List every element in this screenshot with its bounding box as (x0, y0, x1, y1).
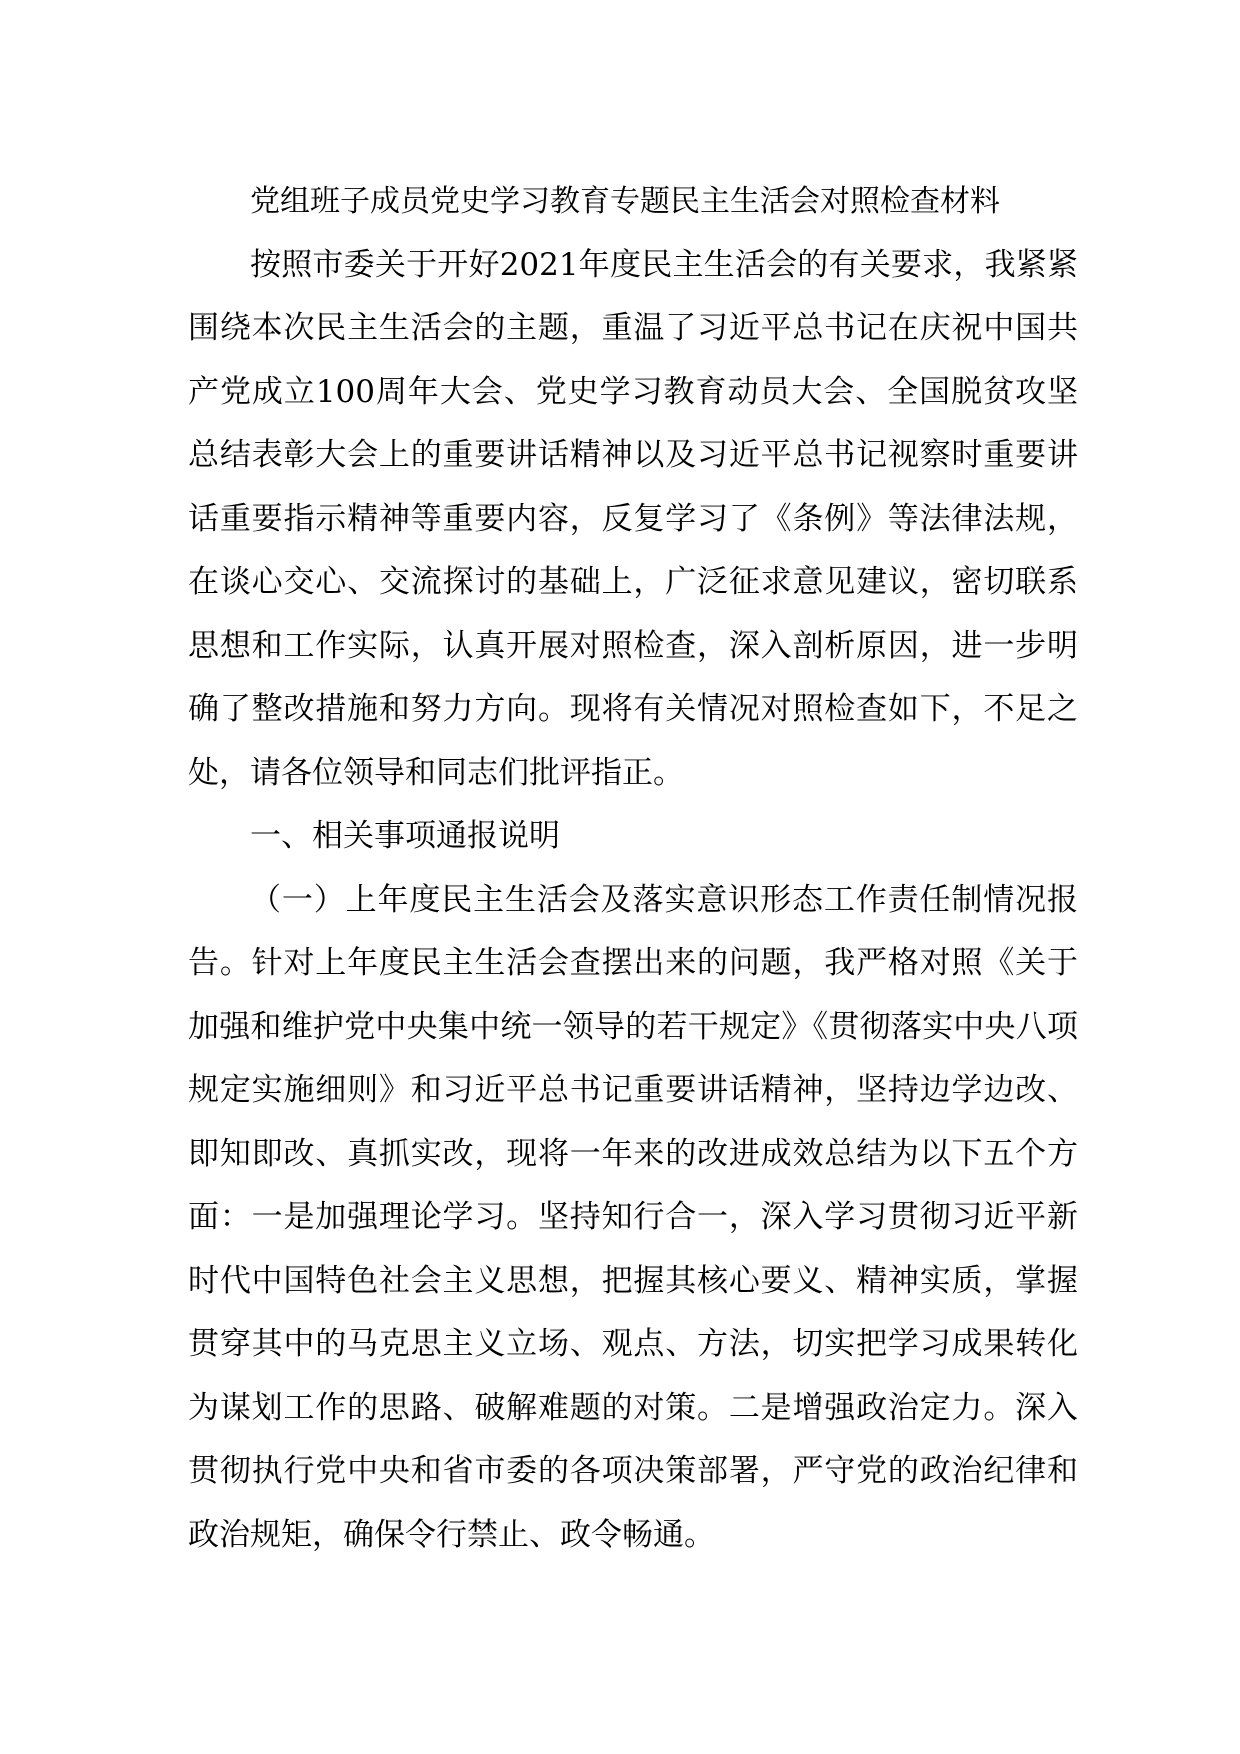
intro-paragraph: 按照市委关于开好2021年度民主生活会的有关要求，我紧紧围绕本次民主生活会的主题，重温了习近平总书记在庆祝中国共产党成立100周年大会、党史学习教育动员大会、全国脱贫攻坚总结表彰大会上的重要讲话精神以及习近平总书记视察时重要讲话重要指示精神等重要内容，反复学习了《条例》等法律法规，在谈心交心、交流探讨的基础上，广泛征求意见建议，密切联系思想和工作实际，认真开展对照检查，深入剖析原因，进一步明确了整改措施和努力方向。现将有关情况对照检查如下，不足之处，请各位领导和同志们批评指正。 (188, 246, 1078, 791)
section-paragraph: （一）上年度民主生活会及落实意识形态工作责任制情况报告。针对上年度民主生活会查摆出来的问题，我严格对照《关于加强和维护党中央集中统一领导的若干规定》《贯彻落实中央八项规定实施细则》和习近平总书记重要讲话精神，坚持边学边改、即知即改、真抓实改，现将一年来的改进成效总结为以下五个方面：一是加强理论学习。坚持知行合一，深入学习贯彻习近平新时代中国特色社会主义思想，把握其核心要义、精神实质，掌握贯穿其中的马克思主义立场、观点、方法，切实把学习成果转化为谋划工作的思路、破解难题的对策。二是增强政治定力。深入贯彻执行党中央和省市委的各项决策部署，严守党的政治纪律和政治规矩，确保令行禁止、政令畅通。 (188, 881, 1078, 1553)
document-body (188, 170, 1078, 1567)
document-title: 党组班子成员党史学习教育专题民主生活会对照检查材料 (250, 184, 1000, 219)
section-heading: 一、相关事项通报说明 (250, 818, 560, 854)
